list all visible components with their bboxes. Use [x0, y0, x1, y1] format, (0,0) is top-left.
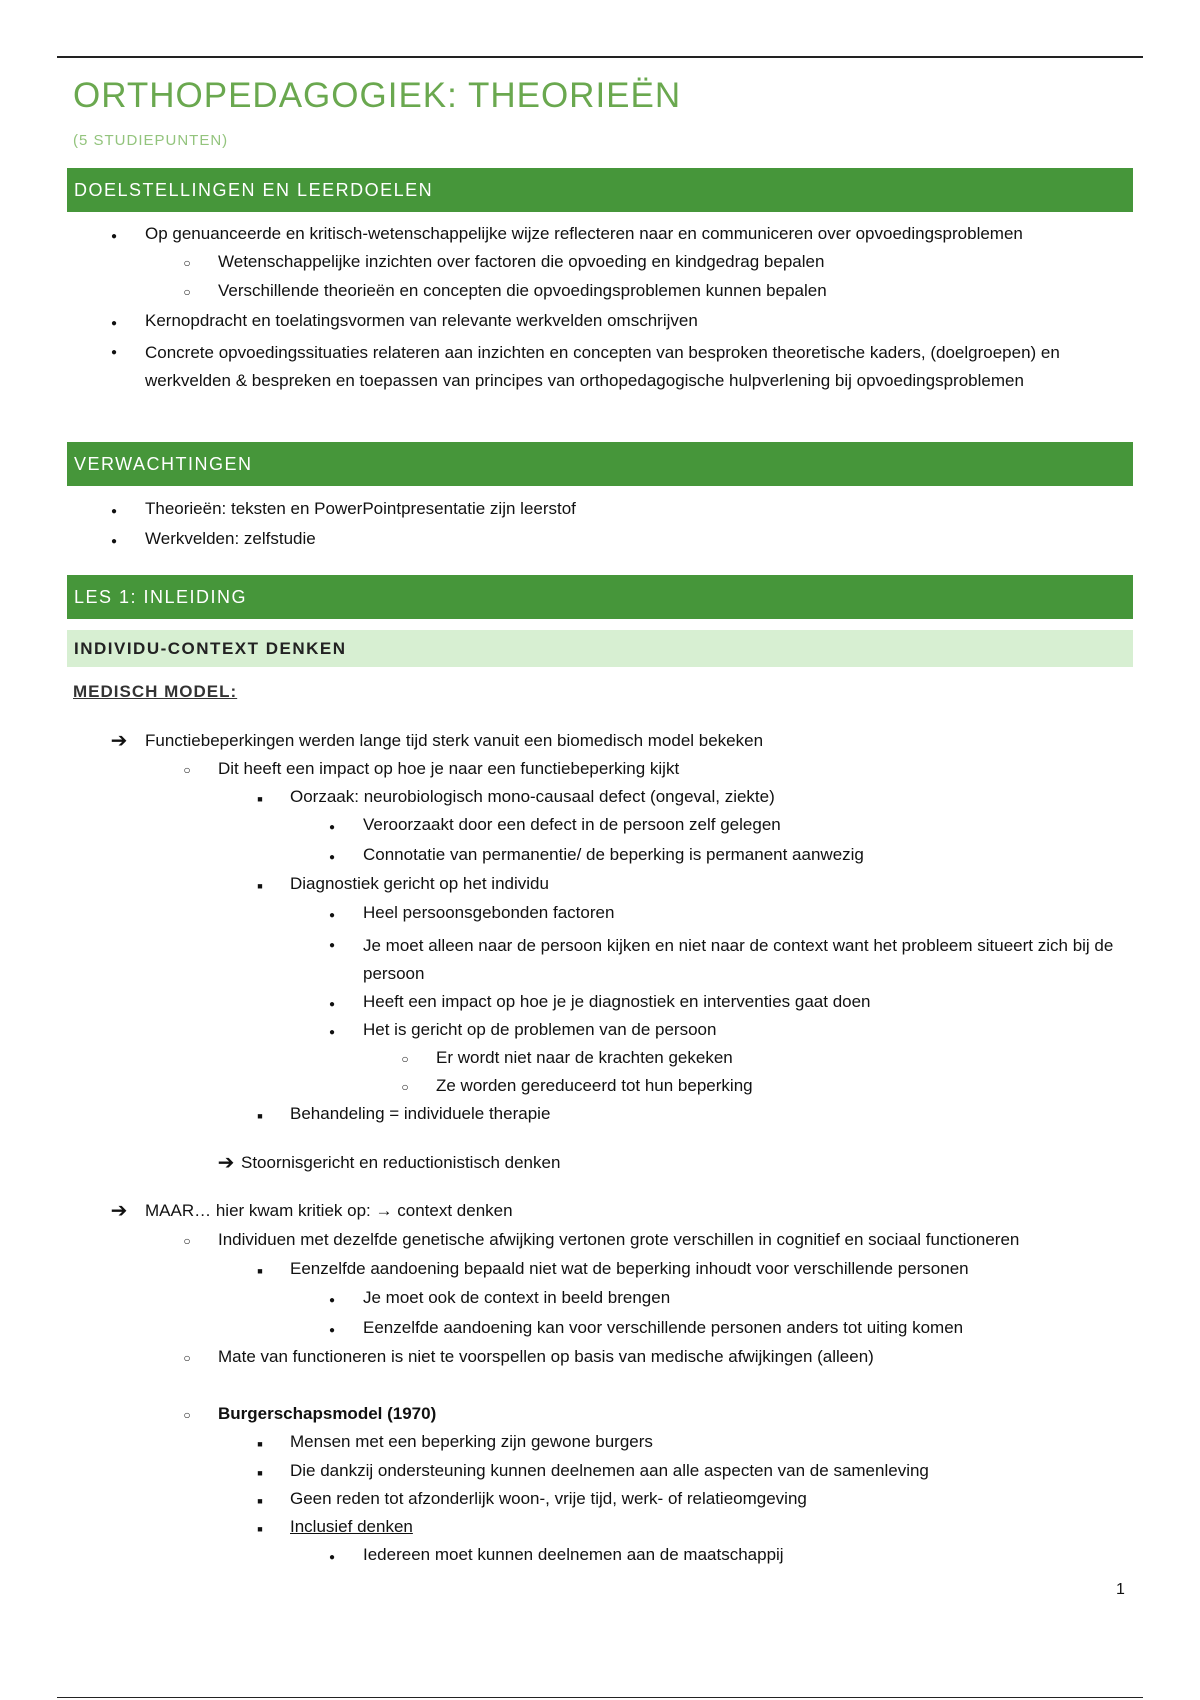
list-item: Je moet alleen naar de persoon kijken en niet naar de context want het probleem situeert zich bij de persoon [363, 936, 1114, 983]
list-item: Wetenschappelijke inzichten over factoren die opvoeding en kindgedrag bepalen [218, 252, 825, 271]
bullet-circle-icon [179, 280, 195, 303]
list-item: Individuen met dezelfde genetische afwijking vertonen grote verschillen in cognitief en sociaal functioneren [218, 1230, 1020, 1249]
arrow-right-icon [108, 730, 130, 752]
bullet-disc-icon [106, 310, 122, 335]
list-item: Er wordt niet naar de krachten gekeken [436, 1048, 733, 1067]
bullet-disc-icon [106, 528, 122, 553]
bullet-disc-icon [324, 902, 340, 927]
arrow-right-icon [108, 1200, 130, 1222]
page-number: 1 [1116, 1581, 1125, 1598]
list-item [145, 1200, 513, 1222]
list-item: Concrete opvoedingssituaties relateren aan inzichten en concepten van besproken theoretische kaders, (doelgroepen) en werkvelden & bespreken en toepassen van principes van orthopedagogische hulpverlening bij opvoedingsproblemen [145, 343, 1060, 390]
list-item: Functiebeperkingen werden lange tijd sterk vanuit een biomedisch model bekeken [145, 731, 764, 750]
bullet-square-icon [252, 1103, 268, 1127]
bullet-square-icon [252, 1460, 268, 1484]
bullet-disc-icon [324, 1317, 340, 1342]
list-item: Geen reden tot afzonderlijk woon-, vrije tijd, werk- of relatieomgeving [290, 1489, 807, 1508]
bullet-disc-icon [324, 1019, 340, 1044]
bullet-disc-icon [324, 932, 340, 957]
bullet-circle-icon [179, 251, 195, 274]
list-item: Mate van functioneren is niet te voorspellen op basis van medische afwijkingen (alleen) [218, 1347, 874, 1366]
burgerschapsmodel-heading: Burgerschapsmodel (1970) [218, 1404, 437, 1423]
bullet-circle-icon [397, 1075, 413, 1098]
list-item: Inclusief denken [290, 1517, 413, 1536]
bullet-square-icon [252, 1258, 268, 1282]
bullet-square-icon [252, 1431, 268, 1455]
section-label-medisch-model: MEDISCH MODEL: [73, 682, 238, 701]
list-item: Behandeling = individuele therapie [290, 1104, 551, 1123]
list-item: Diagnostiek gericht op het individu [290, 874, 549, 893]
bullet-square-icon [252, 1488, 268, 1512]
list-item: Theorieën: teksten en PowerPointpresentatie zijn leerstof [145, 499, 576, 518]
list-item: Kernopdracht en toelatingsvormen van relevante werkvelden omschrijven [145, 311, 698, 330]
bullet-circle-icon [397, 1047, 413, 1070]
inline-arrow-icon: → [375, 1201, 393, 1220]
page-title: ORTHOPEDAGOGIEK: THEORIEËN [73, 76, 682, 115]
list-item: Op genuanceerde en kritisch-wetenschappelijke wijze reflecteren naar en communiceren over opvoedingsproblemen [145, 224, 1023, 243]
bullet-disc-icon [106, 498, 122, 523]
section-header-les1: LES 1: INLEIDING [67, 575, 1133, 619]
list-item: Je moet ook de context in beeld brengen [363, 1288, 671, 1307]
list-item: Oorzaak: neurobiologisch mono-causaal defect (ongeval, ziekte) [290, 787, 775, 806]
bullet-square-icon [252, 1516, 268, 1540]
list-item: Heel persoonsgebonden factoren [363, 903, 615, 922]
arrow-right-icon [215, 1152, 237, 1174]
context-denken-text: context denken [397, 1201, 513, 1220]
list-item: Ze worden gereduceerd tot hun beperking [436, 1076, 753, 1095]
bottom-rule [57, 1697, 1143, 1698]
list-item: Werkvelden: zelfstudie [145, 529, 316, 548]
list-item: Die dankzij ondersteuning kunnen deelnemen aan alle aspecten van de samenleving [290, 1461, 929, 1480]
bullet-disc-icon [324, 844, 340, 869]
maar-text: MAAR… hier kwam kritiek op: [145, 1201, 371, 1220]
list-item: Veroorzaakt door een defect in de persoon zelf gelegen [363, 815, 781, 834]
list-item: Eenzelfde aandoening bepaald niet wat de beperking inhoudt voor verschillende personen [290, 1259, 969, 1278]
bullet-circle-icon [179, 1346, 195, 1369]
list-item: Connotatie van permanentie/ de beperking is permanent aanwezig [363, 845, 864, 864]
bullet-disc-icon [324, 991, 340, 1016]
top-rule [57, 56, 1143, 58]
subsection-header-individu-context: INDIVIDU-CONTEXT DENKEN [67, 630, 1133, 667]
bullet-disc-icon [324, 1544, 340, 1569]
bullet-circle-icon [179, 758, 195, 781]
page-subtitle: (5 STUDIEPUNTEN) [73, 132, 229, 149]
list-item: Eenzelfde aandoening kan voor verschillende personen anders tot uiting komen [363, 1318, 964, 1337]
bullet-disc-icon [106, 223, 122, 248]
list-item: Het is gericht op de problemen van de persoon [363, 1020, 717, 1039]
bullet-circle-icon [179, 1229, 195, 1252]
bullet-square-icon [252, 873, 268, 897]
conclusion-text: Stoornisgericht en reductionistisch denken [241, 1153, 561, 1172]
list-item: Iedereen moet kunnen deelnemen aan de maatschappij [363, 1545, 784, 1564]
bullet-circle-icon [179, 1403, 195, 1426]
list-item: Mensen met een beperking zijn gewone burgers [290, 1432, 653, 1451]
list-item: Dit heeft een impact op hoe je naar een functiebeperking kijkt [218, 759, 680, 778]
list-item: Verschillende theorieën en concepten die opvoedingsproblemen kunnen bepalen [218, 281, 827, 300]
bullet-disc-icon [324, 814, 340, 839]
bullet-disc-icon [324, 1287, 340, 1312]
list-item: Heeft een impact op hoe je je diagnostiek en interventies gaat doen [363, 992, 871, 1011]
bullet-disc-icon [106, 339, 122, 364]
section-header-verwachtingen: VERWACHTINGEN [67, 442, 1133, 486]
section-header-doelstellingen: DOELSTELLINGEN EN LEERDOELEN [67, 168, 1133, 212]
bullet-square-icon [252, 786, 268, 810]
